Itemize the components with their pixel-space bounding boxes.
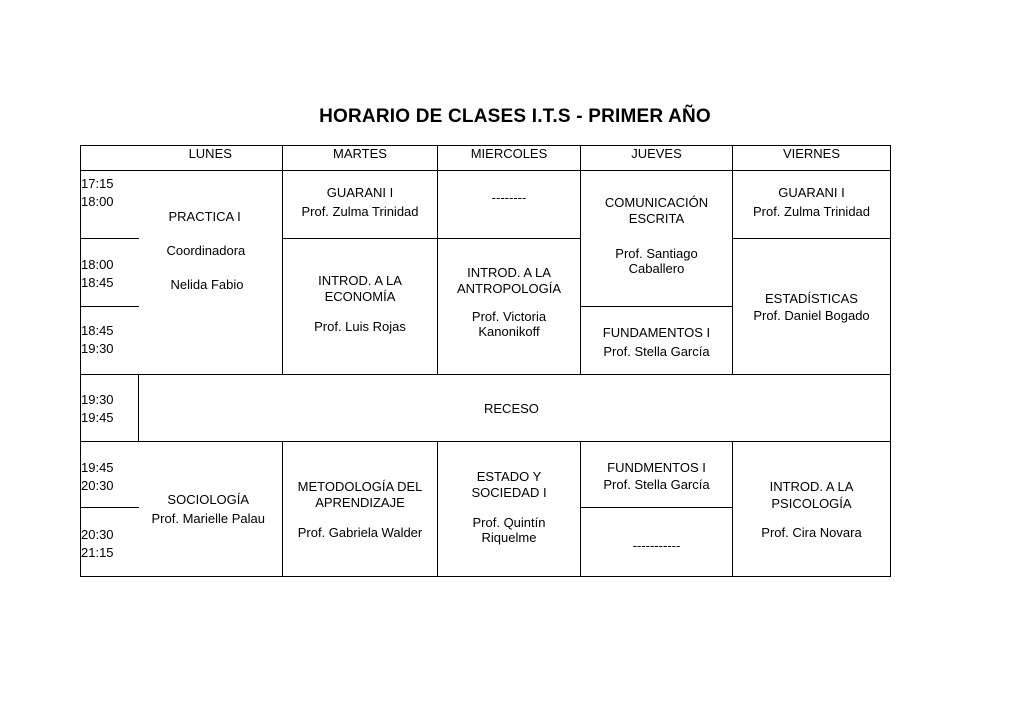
lunes-practica-coord: Coordinadora xyxy=(166,243,246,258)
time-start: 18:45 xyxy=(81,323,114,338)
time-cell-2 xyxy=(81,239,139,307)
jueves-comunicacion-teacher-1: Prof. Santiago xyxy=(615,246,698,261)
day-header-jueves: JUEVES xyxy=(581,146,733,171)
time-start: 18:00 xyxy=(81,257,114,272)
miercoles-antropologia-subject-2: ANTROPOLOGÍA xyxy=(456,281,562,296)
time-start: 19:45 xyxy=(81,460,114,475)
miercoles-estado-subject-2: SOCIEDAD I xyxy=(471,485,547,500)
time-end: 18:45 xyxy=(81,275,114,290)
row-1715 xyxy=(81,171,891,239)
miercoles-antropologia-teacher-1: Prof. Victoria xyxy=(471,309,547,324)
viernes-psicologia-subject-1: INTROD. A LA xyxy=(769,479,854,494)
jueves-comunicacion-cell xyxy=(581,171,733,307)
time-cell-1 xyxy=(81,171,139,239)
page-title: HORARIO DE CLASES I.T.S - PRIMER AÑO xyxy=(319,106,711,127)
time-end: 19:45 xyxy=(81,410,114,425)
martes-economia-teacher: Prof. Luis Rojas xyxy=(314,319,406,334)
header-empty-cell xyxy=(81,146,139,171)
time-start: 19:30 xyxy=(81,392,114,407)
day-header-viernes: VIERNES xyxy=(733,146,891,171)
lunes-sociologia-cell xyxy=(139,442,283,577)
martes-metodologia-subject-1: METODOLOGÍA DEL xyxy=(297,479,423,494)
martes-economia-cell xyxy=(283,239,438,375)
day-header-martes: MARTES xyxy=(283,146,438,171)
miercoles-estado-teacher-2: Riquelme xyxy=(481,530,537,545)
martes-economia-subject-2: ECONOMÍA xyxy=(324,289,396,304)
time-cell-5 xyxy=(81,442,139,508)
lunes-practica-cell xyxy=(139,171,283,375)
viernes-estadisticas-cell xyxy=(733,239,891,375)
miercoles-estado-cell xyxy=(438,442,581,577)
jueves-empty-cell xyxy=(581,508,733,577)
viernes-psicologia-cell xyxy=(733,442,891,577)
miercoles-empty-cell xyxy=(438,171,581,239)
viernes-estadisticas-teacher: Prof. Daniel Bogado xyxy=(753,308,870,323)
martes-guarani-cell xyxy=(283,171,438,239)
lunes-practica-teacher: Nelida Fabio xyxy=(170,277,244,292)
viernes-psicologia-subject-2: PSICOLOGÍA xyxy=(771,496,852,511)
time-end: 21:15 xyxy=(81,545,114,560)
time-cell-3 xyxy=(81,307,139,375)
jueves-comunicacion-teacher-2: Caballero xyxy=(628,261,685,276)
jueves-comunicacion-subject-1: COMUNICACIÓN xyxy=(604,195,709,210)
time-end: 20:30 xyxy=(81,478,114,493)
schedule-table xyxy=(80,145,891,577)
miercoles-estado-teacher-1: Prof. Quintín xyxy=(472,515,546,530)
jueves-fundamentos-teacher: Prof. Stella García xyxy=(603,344,710,359)
time-end: 19:30 xyxy=(81,341,114,356)
viernes-estadisticas-subject: ESTADÍSTICAS xyxy=(765,291,858,306)
day-header-lunes: LUNES xyxy=(139,146,283,171)
time-cell-6 xyxy=(81,508,139,577)
miercoles-dashes: -------- xyxy=(491,190,527,205)
viernes-guarani-subject: GUARANI I xyxy=(778,185,845,200)
martes-guarani-subject: GUARANI I xyxy=(326,185,394,200)
miercoles-antropologia-teacher-2: Kanonikoff xyxy=(478,324,540,339)
row-1945 xyxy=(81,442,891,508)
lunes-practica-subject: PRACTICA I xyxy=(168,209,241,224)
row-receso xyxy=(81,375,891,442)
receso-cell xyxy=(139,375,891,442)
jueves-fundmentos-teacher: Prof. Stella García xyxy=(603,477,710,492)
miercoles-antropologia-subject-1: INTROD. A LA xyxy=(467,265,551,280)
lunes-sociologia-subject: SOCIOLOGÍA xyxy=(167,492,250,507)
jueves-comunicacion-subject-2: ESCRITA xyxy=(628,211,685,226)
miercoles-antropologia-cell xyxy=(438,239,581,375)
time-end: 18:00 xyxy=(81,194,114,209)
time-start: 20:30 xyxy=(81,527,114,542)
receso-label: RECESO xyxy=(484,401,539,416)
viernes-guarani-cell xyxy=(733,171,891,239)
martes-metodologia-cell xyxy=(283,442,438,577)
jueves-fundamentos-cell xyxy=(581,307,733,375)
jueves-dashes: ----------- xyxy=(632,538,681,553)
martes-metodologia-teacher: Prof. Gabriela Walder xyxy=(297,525,423,540)
header-row xyxy=(81,146,891,171)
martes-economia-subject-1: INTROD. A LA xyxy=(318,273,402,288)
viernes-psicologia-teacher: Prof. Cira Novara xyxy=(761,525,862,540)
time-cell-4 xyxy=(81,375,139,442)
jueves-fundamentos-subject: FUNDAMENTOS I xyxy=(602,325,711,340)
viernes-guarani-teacher: Prof. Zulma Trinidad xyxy=(752,204,871,219)
day-header-miercoles: MIERCOLES xyxy=(438,146,581,171)
time-start: 17:15 xyxy=(81,176,114,191)
martes-metodologia-subject-2: APRENDIZAJE xyxy=(315,495,405,510)
jueves-fundmentos-cell xyxy=(581,442,733,508)
miercoles-estado-subject-1: ESTADO Y xyxy=(476,469,542,484)
jueves-fundmentos-subject: FUNDMENTOS I xyxy=(607,460,706,475)
martes-guarani-teacher: Prof. Zulma Trinidad xyxy=(301,204,419,219)
lunes-sociologia-teacher: Prof. Marielle Palau xyxy=(151,511,265,526)
